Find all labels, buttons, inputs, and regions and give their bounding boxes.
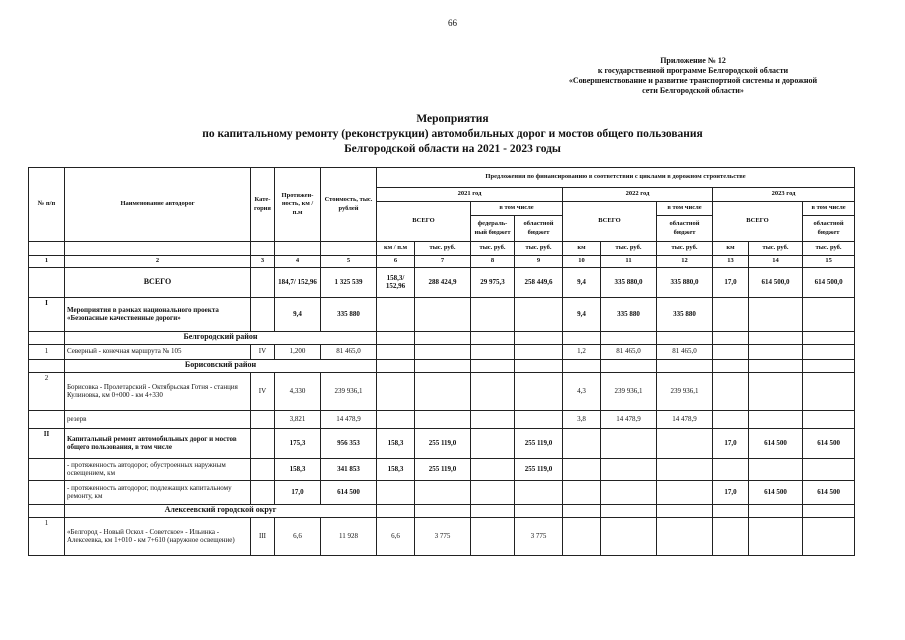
appendix-line: «Совершенствование и развитие транспортной системы и дорожной xyxy=(568,76,818,85)
cell xyxy=(377,504,415,517)
cell: 614 500 xyxy=(749,428,803,458)
header-funding: Предложения по финансированию в соответствии с циклами в дорожном строительстве xyxy=(377,168,855,188)
cell xyxy=(563,458,601,480)
col-number: 8 xyxy=(471,256,515,268)
header-num: № п/п xyxy=(29,168,65,242)
cell: 9,4 xyxy=(563,297,601,331)
cell xyxy=(601,359,657,372)
cell: 614 500 xyxy=(803,480,855,504)
table-row xyxy=(29,458,855,480)
cell: 335 880,0 xyxy=(657,267,713,297)
cell xyxy=(29,480,65,504)
col-number: 7 xyxy=(415,256,471,268)
cell xyxy=(251,410,275,428)
cell xyxy=(657,504,713,517)
cell xyxy=(803,297,855,331)
cell xyxy=(251,458,275,480)
appendix-line: к государственной программе Белгородской области xyxy=(597,66,789,75)
cell xyxy=(29,504,65,517)
col-number: 11 xyxy=(601,256,657,268)
spacer-cell xyxy=(321,242,377,256)
cell: 335 880 xyxy=(321,297,377,331)
cell xyxy=(563,504,601,517)
cell: 3,8 xyxy=(563,410,601,428)
spacer-cell xyxy=(29,242,65,256)
cell: 239 936,1 xyxy=(321,372,377,410)
unit-cell: тыс. руб. xyxy=(515,242,563,256)
cell: 158,3 xyxy=(377,458,415,480)
cell: 29 975,3 xyxy=(471,267,515,297)
cell xyxy=(29,359,65,372)
cell xyxy=(749,517,803,555)
header-regional-2021: областной бюджет xyxy=(515,216,563,242)
cell xyxy=(657,480,713,504)
section-row xyxy=(29,331,855,344)
cell xyxy=(251,267,275,297)
cell xyxy=(515,504,563,517)
cell: 6,6 xyxy=(377,517,415,555)
unit-cell: тыс. руб. xyxy=(415,242,471,256)
cell xyxy=(749,504,803,517)
header-total-2022: ВСЕГО xyxy=(563,202,657,242)
cell xyxy=(471,372,515,410)
cell xyxy=(515,344,563,359)
table-row xyxy=(29,517,855,555)
cell: 158,3 xyxy=(275,458,321,480)
cell xyxy=(29,410,65,428)
cell: 184,7/ 152,96 xyxy=(275,267,321,297)
cell xyxy=(377,344,415,359)
cell xyxy=(803,458,855,480)
title-line: по капитальному ремонту (реконструкции) автомобильных дорог и мостов общего пользования xyxy=(202,128,703,140)
cell xyxy=(471,504,515,517)
spacer-cell xyxy=(275,242,321,256)
cell xyxy=(377,372,415,410)
cell xyxy=(749,359,803,372)
cell xyxy=(601,504,657,517)
cell xyxy=(515,297,563,331)
cell xyxy=(713,297,749,331)
cell xyxy=(749,410,803,428)
cell: Мероприятия в рамках национального проекта «Безопасные качественные дороги» xyxy=(65,297,251,331)
cell xyxy=(713,372,749,410)
cell: 255 119,0 xyxy=(415,428,471,458)
header-incl-2021: в том числе xyxy=(471,202,563,216)
cell: 14 478,9 xyxy=(657,410,713,428)
cell xyxy=(471,517,515,555)
col-number: 4 xyxy=(275,256,321,268)
cell xyxy=(803,517,855,555)
cell xyxy=(563,331,601,344)
cell: резерв xyxy=(65,410,251,428)
cell: 9,4 xyxy=(563,267,601,297)
cell: 14 478,9 xyxy=(321,410,377,428)
header-regional-2023: областной бюджет xyxy=(803,216,855,242)
cell xyxy=(803,410,855,428)
cell: 3 775 xyxy=(415,517,471,555)
cell: 3,821 xyxy=(275,410,321,428)
cell: 17,0 xyxy=(275,480,321,504)
cell xyxy=(803,331,855,344)
cell: 335 880 xyxy=(601,297,657,331)
cell: 239 936,1 xyxy=(657,372,713,410)
cell: 1 xyxy=(29,344,65,359)
col-number: 13 xyxy=(713,256,749,268)
cell: 255 119,0 xyxy=(415,458,471,480)
table-row xyxy=(29,344,855,359)
measures-table xyxy=(28,167,855,556)
header-name: Наименование автодорог xyxy=(65,168,251,242)
section-row xyxy=(29,504,855,517)
header-federal-2021: федераль-ный бюджет xyxy=(471,216,515,242)
cell: - протяженность автодорог, обустроенных наружным освещением, км xyxy=(65,458,251,480)
cell: 81 465,0 xyxy=(657,344,713,359)
cell: - протяженность автодорог, подлежащих капитальному ремонту, км xyxy=(65,480,251,504)
table-row xyxy=(29,267,855,297)
cell: 614 500 xyxy=(749,480,803,504)
cell xyxy=(601,331,657,344)
cell: 255 119,0 xyxy=(515,458,563,480)
cell xyxy=(749,458,803,480)
cell xyxy=(713,458,749,480)
cell xyxy=(601,517,657,555)
cell xyxy=(415,410,471,428)
cell xyxy=(29,267,65,297)
col-number: 12 xyxy=(657,256,713,268)
cell xyxy=(515,372,563,410)
cell: 9,4 xyxy=(275,297,321,331)
cell xyxy=(415,480,471,504)
cell xyxy=(415,372,471,410)
col-number: 5 xyxy=(321,256,377,268)
cell xyxy=(415,331,471,344)
unit-cell: тыс. руб. xyxy=(601,242,657,256)
cell: 341 853 xyxy=(321,458,377,480)
cell: 17,0 xyxy=(713,480,749,504)
cell: 81 465,0 xyxy=(321,344,377,359)
cell: III xyxy=(251,517,275,555)
section-row xyxy=(29,359,855,372)
cell xyxy=(749,331,803,344)
cell xyxy=(377,410,415,428)
title-line: Мероприятия xyxy=(416,113,489,125)
cell: ВСЕГО xyxy=(65,267,251,297)
cell xyxy=(563,480,601,504)
cell xyxy=(601,458,657,480)
cell xyxy=(803,372,855,410)
cell xyxy=(377,359,415,372)
table-row xyxy=(29,410,855,428)
cell: 614 500,0 xyxy=(803,267,855,297)
cell xyxy=(251,297,275,331)
section-label: Алексеевский городской округ xyxy=(65,504,377,517)
cell xyxy=(29,458,65,480)
cell xyxy=(377,297,415,331)
col-number: 15 xyxy=(803,256,855,268)
header-category: Кате-гория xyxy=(251,168,275,242)
header-length: Протяжен-ность, км / п.м xyxy=(275,168,321,242)
table-row xyxy=(29,372,855,410)
cell xyxy=(471,458,515,480)
col-number: 14 xyxy=(749,256,803,268)
cell: 14 478,9 xyxy=(601,410,657,428)
col-number: 3 xyxy=(251,256,275,268)
cell: 81 465,0 xyxy=(601,344,657,359)
document-title xyxy=(0,112,905,157)
cell: II xyxy=(29,428,65,458)
cell xyxy=(803,359,855,372)
appendix-note xyxy=(543,56,843,96)
col-number: 2 xyxy=(65,256,251,268)
cell xyxy=(749,344,803,359)
table-row xyxy=(29,297,855,331)
header-incl-2023: в том числе xyxy=(803,202,855,216)
header-total-2021: ВСЕГО xyxy=(377,202,471,242)
cell: 158,3 xyxy=(377,428,415,458)
cell xyxy=(515,359,563,372)
cell xyxy=(713,504,749,517)
col-number: 10 xyxy=(563,256,601,268)
title-line: Белгородской области на 2021 - 2023 годы xyxy=(344,143,561,155)
spacer-cell xyxy=(251,242,275,256)
cell xyxy=(657,331,713,344)
cell xyxy=(657,517,713,555)
cell xyxy=(713,344,749,359)
cell: 2 xyxy=(29,372,65,410)
cell xyxy=(601,428,657,458)
header-year-2023: 2023 год xyxy=(713,188,855,202)
cell xyxy=(471,410,515,428)
section-label: Борисовский район xyxy=(65,359,377,372)
cell xyxy=(415,297,471,331)
cell: 6,6 xyxy=(275,517,321,555)
cell: 3 775 xyxy=(515,517,563,555)
cell xyxy=(803,344,855,359)
unit-cell: км / п.м xyxy=(377,242,415,256)
cell xyxy=(515,410,563,428)
cell: 17,0 xyxy=(713,267,749,297)
cell xyxy=(471,331,515,344)
cell xyxy=(713,359,749,372)
header-incl-2022: в том числе xyxy=(657,202,713,216)
unit-cell: тыс. руб. xyxy=(803,242,855,256)
cell: 1 xyxy=(29,517,65,555)
header-regional-2022: областной бюджет xyxy=(657,216,713,242)
cell xyxy=(471,428,515,458)
cell: Северный - конечная маршрута № 105 xyxy=(65,344,251,359)
cell: Капитальный ремонт автомобильных дорог и мостов общего пользования, в том числе xyxy=(65,428,251,458)
appendix-line: Приложение № 12 xyxy=(660,56,726,65)
cell xyxy=(657,359,713,372)
cell: 614 500,0 xyxy=(749,267,803,297)
cell xyxy=(415,504,471,517)
header-cost: Стоимость, тыс. рублей xyxy=(321,168,377,242)
cell: 255 119,0 xyxy=(515,428,563,458)
header-total-2023: ВСЕГО xyxy=(713,202,803,242)
cell xyxy=(515,480,563,504)
cell: 4,330 xyxy=(275,372,321,410)
cell: 335 880 xyxy=(657,297,713,331)
cell: 614 500 xyxy=(803,428,855,458)
cell xyxy=(471,480,515,504)
cell: 1,2 xyxy=(563,344,601,359)
cell: 1 325 539 xyxy=(321,267,377,297)
cell xyxy=(251,428,275,458)
cell xyxy=(415,359,471,372)
cell: 258 449,6 xyxy=(515,267,563,297)
col-number: 1 xyxy=(29,256,65,268)
header-year-2021: 2021 год xyxy=(377,188,563,202)
cell xyxy=(471,344,515,359)
cell xyxy=(563,517,601,555)
cell: IV xyxy=(251,372,275,410)
cell: 1,200 xyxy=(275,344,321,359)
unit-cell: тыс. руб. xyxy=(471,242,515,256)
cell xyxy=(657,428,713,458)
cell xyxy=(29,331,65,344)
cell: 239 936,1 xyxy=(601,372,657,410)
cell xyxy=(601,480,657,504)
cell: I xyxy=(29,297,65,331)
cell xyxy=(749,372,803,410)
cell: IV xyxy=(251,344,275,359)
cell xyxy=(471,297,515,331)
cell: 288 424,9 xyxy=(415,267,471,297)
cell: 17,0 xyxy=(713,428,749,458)
table-row xyxy=(29,428,855,458)
cell xyxy=(713,517,749,555)
section-label: Белгородский район xyxy=(65,331,377,344)
unit-cell: км xyxy=(713,242,749,256)
col-number: 9 xyxy=(515,256,563,268)
cell: 158,3/ 152,96 xyxy=(377,267,415,297)
cell: 335 880,0 xyxy=(601,267,657,297)
cell xyxy=(563,428,601,458)
cell xyxy=(415,344,471,359)
unit-cell: тыс. руб. xyxy=(657,242,713,256)
cell: Борисовка - Пролетарский - Октябрьская Готня - станция Кулиновка, км 0+000 - км 4+330 xyxy=(65,372,251,410)
cell xyxy=(471,359,515,372)
table-row xyxy=(29,480,855,504)
col-number: 6 xyxy=(377,256,415,268)
cell xyxy=(515,331,563,344)
cell: 11 928 xyxy=(321,517,377,555)
cell xyxy=(713,331,749,344)
cell: 4,3 xyxy=(563,372,601,410)
cell xyxy=(563,359,601,372)
cell xyxy=(377,480,415,504)
appendix-line: сети Белгородской области» xyxy=(642,86,744,95)
cell: 175,3 xyxy=(275,428,321,458)
cell: «Белгород - Новый Оскол - Советское» - Ильинка - Алексеевка, км 1+010 - км 7+610 (наружное освещение) xyxy=(65,517,251,555)
cell xyxy=(803,504,855,517)
cell: 956 353 xyxy=(321,428,377,458)
unit-cell: тыс. руб. xyxy=(749,242,803,256)
cell xyxy=(377,331,415,344)
cell: 614 500 xyxy=(321,480,377,504)
cell xyxy=(713,410,749,428)
unit-cell: км xyxy=(563,242,601,256)
cell xyxy=(251,480,275,504)
page-number: 66 xyxy=(448,18,457,28)
cell xyxy=(657,458,713,480)
spacer-cell xyxy=(65,242,251,256)
cell xyxy=(749,297,803,331)
header-year-2022: 2022 год xyxy=(563,188,713,202)
